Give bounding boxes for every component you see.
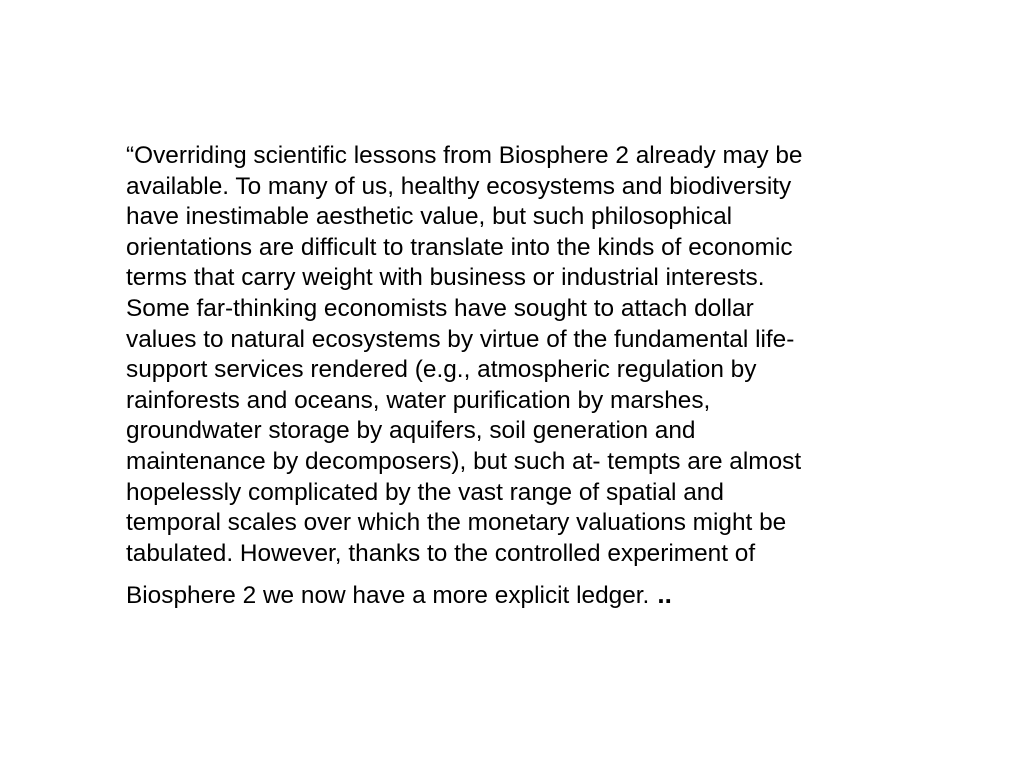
quote-line: Some far-thinking economists have sought to attach dollar <box>126 294 754 322</box>
quote-line: temporal scales over which the monetary valuations might be <box>126 509 787 537</box>
ellipsis: .. <box>657 579 672 610</box>
quote-line: values to natural ecosystems by virtue of the fundamental life- <box>126 325 795 353</box>
quote-last-line <box>126 579 926 612</box>
quote-line: have inestimable aesthetic value, but such philosophical <box>126 203 733 231</box>
quote-line: support services rendered (e.g., atmospheric regulation by <box>126 356 757 384</box>
quote-line: terms that carry weight with business or industrial interests. <box>126 264 765 292</box>
quote-line: maintenance by decomposers), but such at- tempts are almost <box>126 447 802 475</box>
quote-line: “Overriding scientific lessons from Biosphere 2 already may be <box>126 142 803 169</box>
quote-line: orientations are difficult to translate into the kinds of economic <box>126 233 793 261</box>
quote-line: tabulated. However, thanks to the controlled experiment of <box>126 539 756 567</box>
quote-line: rainforests and oceans, water purification by marshes, <box>126 386 711 414</box>
quote-line: available. To many of us, healthy ecosystems and biodiversity <box>126 172 792 200</box>
quote-text-block <box>126 141 926 612</box>
quote-line: hopelessly complicated by the vast range of spatial and <box>126 478 724 506</box>
quote-line: Biosphere 2 we now have a more explicit ledger. <box>126 582 650 610</box>
quote-line: groundwater storage by aquifers, soil generation and <box>126 417 696 445</box>
